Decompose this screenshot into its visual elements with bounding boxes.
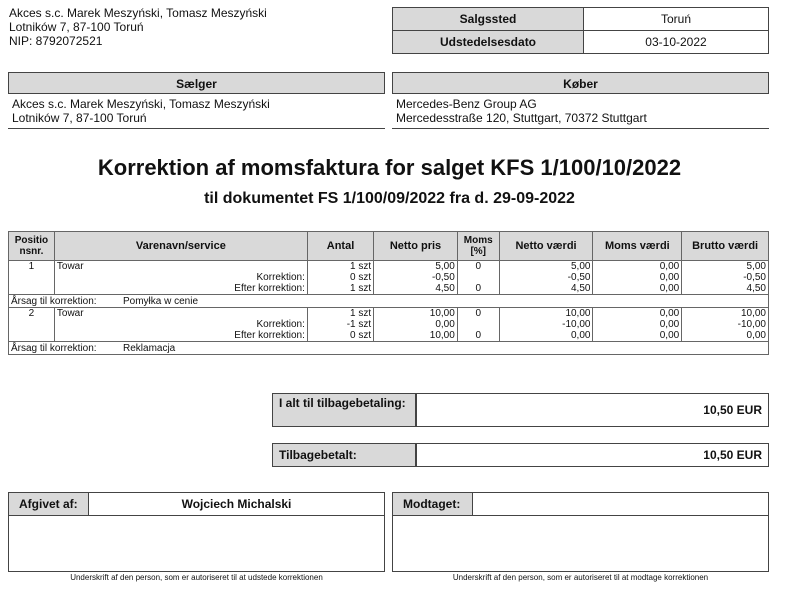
reason-label: Årsag til korrektion: (11, 342, 97, 354)
item-net-value: -0,50 (499, 272, 593, 283)
item-gross-value: 5,00 (682, 261, 769, 273)
item-vat-rate: 0 (457, 330, 499, 342)
item-qty: 0 szt (307, 330, 373, 342)
item-gross-value: 10,00 (682, 308, 769, 320)
reason-value: Reklamacja (123, 342, 176, 354)
item-vat-rate (457, 319, 499, 330)
issuer-nip: NIP: 8792072521 (9, 34, 103, 48)
item-vat-rate (457, 272, 499, 283)
issued-signature-box (8, 492, 385, 572)
buyer-heading: Køber (392, 72, 769, 94)
item-name: Towar (54, 261, 307, 273)
col-vat-rate: Moms [%] (457, 232, 499, 261)
issued-label: Afgivet af: (9, 493, 89, 515)
received-caption: Underskrift af den person, som er autoriseret til at modtage korrektionen (452, 573, 709, 582)
refund-label: I alt til tilbagebetaling: (272, 393, 416, 427)
table-row (9, 308, 769, 320)
buyer-address: Mercedesstraße 120, Stuttgart, 70372 Stuttgart (396, 111, 647, 125)
place-value: Toruń (584, 8, 769, 31)
reason-label: Årsag til korrektion: (11, 295, 97, 307)
table-row (9, 330, 769, 342)
item-net-price: 0,00 (374, 319, 458, 330)
issued-caption: Underskrift af den person, som er autoriseret til at udstede korrektionen (70, 573, 323, 582)
item-vat-rate: 0 (457, 261, 499, 273)
item-net-value: 5,00 (499, 261, 593, 273)
item-vat-value: 0,00 (593, 319, 682, 330)
item-vat-value: 0,00 (593, 283, 682, 295)
table-row (9, 319, 769, 330)
item-name: Towar (54, 308, 307, 320)
col-vat-value: Moms værdi (593, 232, 682, 261)
col-net-price: Netto pris (374, 232, 458, 261)
document-title: Korrektion af momsfaktura for salget KFS 1/100/10/2022 (97, 155, 682, 180)
table-row (9, 261, 769, 273)
refunded-value: 10,50 EUR (416, 443, 769, 467)
place-label: Salgssted (393, 8, 584, 31)
items-body (9, 261, 769, 355)
refunded-label: Tilbagebetalt: (272, 443, 416, 467)
reason-row (9, 295, 769, 308)
item-position (9, 330, 55, 342)
item-net-value: 0,00 (499, 330, 593, 342)
row-label: Efter korrektion: (54, 283, 307, 295)
item-position: 2 (9, 308, 55, 320)
buyer-name: Mercedes-Benz Group AG (396, 97, 537, 111)
item-position (9, 272, 55, 283)
buyer-panel (392, 72, 769, 129)
document-subtitle: til dokumentet FS 1/100/09/2022 fra d. 29-09-2022 (204, 190, 575, 207)
item-position: 1 (9, 261, 55, 273)
table-row (9, 272, 769, 283)
seller-body (8, 94, 385, 129)
item-vat-value: 0,00 (593, 308, 682, 320)
item-gross-value: -0,50 (682, 272, 769, 283)
meta-table (392, 7, 769, 54)
buyer-body (392, 94, 769, 129)
item-qty: 1 szt (307, 261, 373, 273)
seller-address: Lotników 7, 87-100 Toruń (12, 111, 147, 125)
seller-name: Akces s.c. Marek Meszyński, Tomasz Meszyński (12, 97, 270, 111)
item-qty: 0 szt (307, 272, 373, 283)
date-value: 03-10-2022 (584, 31, 769, 54)
issuer-name: Akces s.c. Marek Meszyński, Tomasz Meszyński (9, 6, 267, 20)
col-net-value: Netto værdi (499, 232, 593, 261)
item-qty: 1 szt (307, 283, 373, 295)
item-vat-value: 0,00 (593, 272, 682, 283)
row-label: Korrektion: (54, 319, 307, 330)
received-name (473, 493, 768, 515)
item-position (9, 319, 55, 330)
issuer-block (9, 6, 267, 48)
item-qty: -1 szt (307, 319, 373, 330)
issued-name: Wojciech Michalski (181, 497, 292, 511)
refund-value: 10,50 EUR (416, 393, 769, 427)
seller-panel (8, 72, 385, 129)
item-gross-value: 4,50 (682, 283, 769, 295)
col-gross-value: Brutto værdi (682, 232, 769, 261)
col-qty: Antal (307, 232, 373, 261)
item-net-price: 4,50 (374, 283, 458, 295)
item-qty: 1 szt (307, 308, 373, 320)
item-vat-rate: 0 (457, 308, 499, 320)
item-net-price: 10,00 (374, 308, 458, 320)
table-row (9, 283, 769, 295)
item-vat-rate: 0 (457, 283, 499, 295)
received-signature-box (392, 492, 769, 572)
item-net-price: 5,00 (374, 261, 458, 273)
item-net-value: 4,50 (499, 283, 593, 295)
col-pos: Positio nsnr. (9, 232, 55, 261)
row-label: Efter korrektion: (54, 330, 307, 342)
row-label: Korrektion: (54, 272, 307, 283)
reason-row (9, 342, 769, 355)
item-gross-value: -10,00 (682, 319, 769, 330)
issuer-address: Lotników 7, 87-100 Toruń (9, 20, 144, 34)
item-vat-value: 0,00 (593, 330, 682, 342)
col-name: Varenavn/service (54, 232, 307, 261)
date-label: Udstedelsesdato (393, 31, 584, 54)
item-net-value: -10,00 (499, 319, 593, 330)
reason-value: Pomyłka w cenie (123, 295, 199, 307)
item-position (9, 283, 55, 295)
item-net-price: 10,00 (374, 330, 458, 342)
seller-heading: Sælger (8, 72, 385, 94)
items-table (8, 231, 769, 355)
item-vat-value: 0,00 (593, 261, 682, 273)
item-net-value: 10,00 (499, 308, 593, 320)
item-gross-value: 0,00 (682, 330, 769, 342)
received-label: Modtaget: (393, 493, 473, 515)
item-net-price: -0,50 (374, 272, 458, 283)
